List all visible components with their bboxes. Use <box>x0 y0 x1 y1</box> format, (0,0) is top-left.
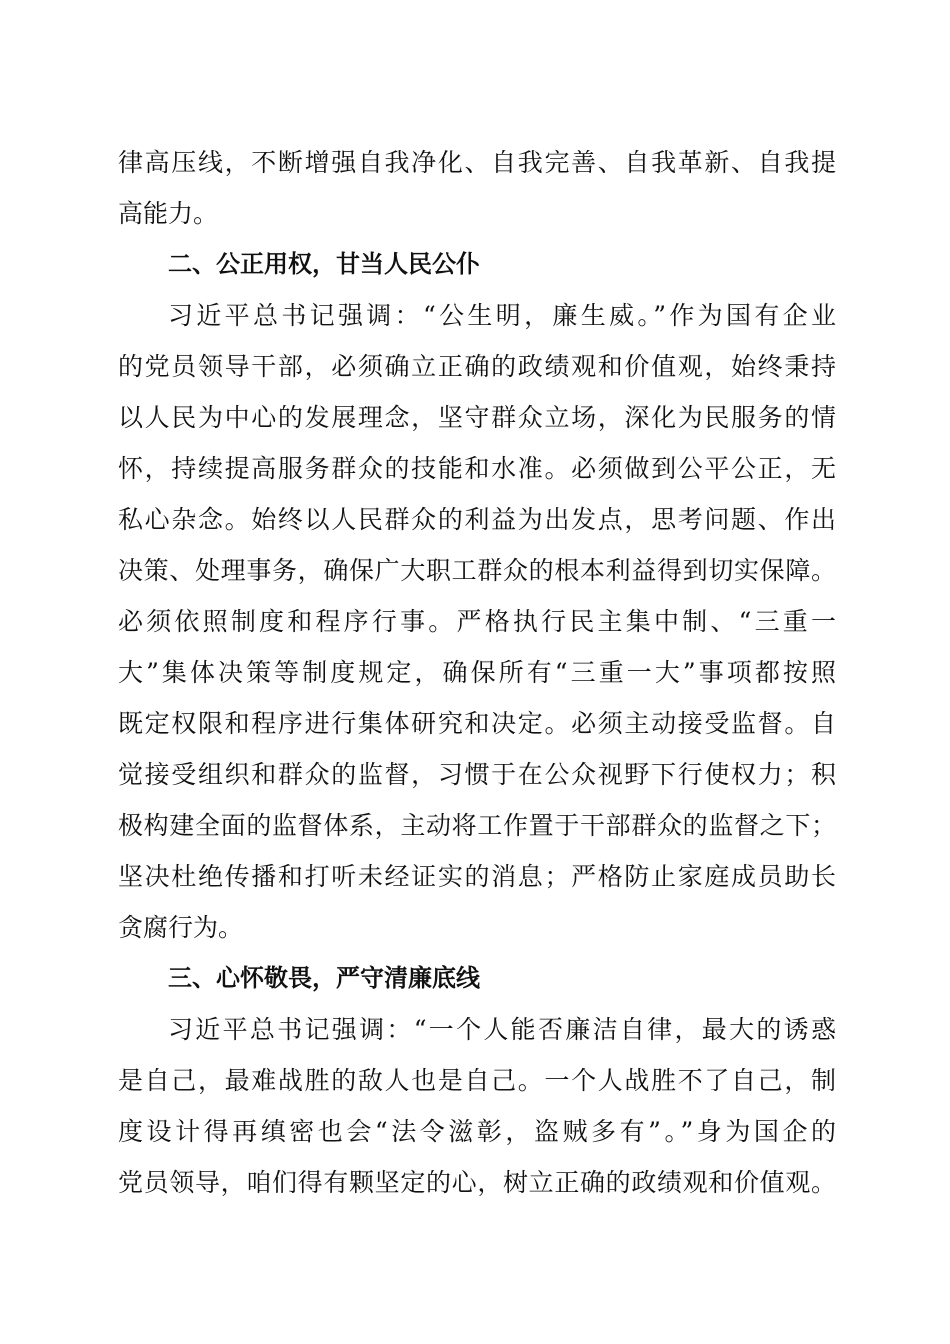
text-line: 私心杂念。始终以人民群众的利益为出发点，思考问题、作出 <box>118 505 836 534</box>
text-line: 坚决杜绝传播和打听未经证实的消息；严格防止家庭成员助长 <box>118 862 836 891</box>
text-line: 度设计得再缜密也会“法令滋彰，盗贼多有”。”身为国企的 <box>118 1117 836 1146</box>
text-line: 党员领导，咱们得有颗坚定的心，树立正确的政绩观和价值观。 <box>118 1168 836 1197</box>
text-line: 既定权限和程序进行集体研究和决定。必须主动接受监督。自 <box>118 709 836 738</box>
paragraph-continued <box>118 137 836 239</box>
text-line: 高能力。 <box>118 199 219 228</box>
text-line: 习近平总书记强调：“公生明，廉生威。”作为国有企业 <box>168 301 836 330</box>
text-line: 律高压线，不断增强自我净化、自我完善、自我革新、自我提 <box>118 148 836 177</box>
text-line: 怀，持续提高服务群众的技能和水准。必须做到公平公正，无 <box>118 454 836 483</box>
text-line: 觉接受组织和群众的监督，习惯于在公众视野下行使权力；积 <box>118 760 836 789</box>
document-body <box>118 137 836 1208</box>
section-heading-2: 二、公正用权，甘当人民公仆 <box>168 250 480 278</box>
paragraph-section-2 <box>118 290 836 953</box>
text-line: 以人民为中心的发展理念，坚守群众立场，深化为民服务的情 <box>118 403 836 432</box>
section-heading-3: 三、心怀敬畏，严守清廉底线 <box>168 964 480 992</box>
text-line: 贪腐行为。 <box>118 913 244 942</box>
text-line: 是自己，最难战胜的敌人也是自己。一个人战胜不了自己，制 <box>118 1066 836 1095</box>
text-line: 极构建全面的监督体系，主动将工作置于干部群众的监督之下； <box>118 811 836 840</box>
text-line: 决策、处理事务，确保广大职工群众的根本利益得到切实保障。 <box>118 556 836 585</box>
text-line: 习近平总书记强调：“一个人能否廉洁自律，最大的诱惑 <box>168 1015 836 1044</box>
text-line: 必须依照制度和程序行事。严格执行民主集中制、“三重一 <box>118 607 836 636</box>
text-line: 大”集体决策等制度规定，确保所有“三重一大”事项都按照 <box>118 658 836 687</box>
paragraph-section-3 <box>118 1004 836 1208</box>
text-line: 的党员领导干部，必须确立正确的政绩观和价值观，始终秉持 <box>118 352 836 381</box>
